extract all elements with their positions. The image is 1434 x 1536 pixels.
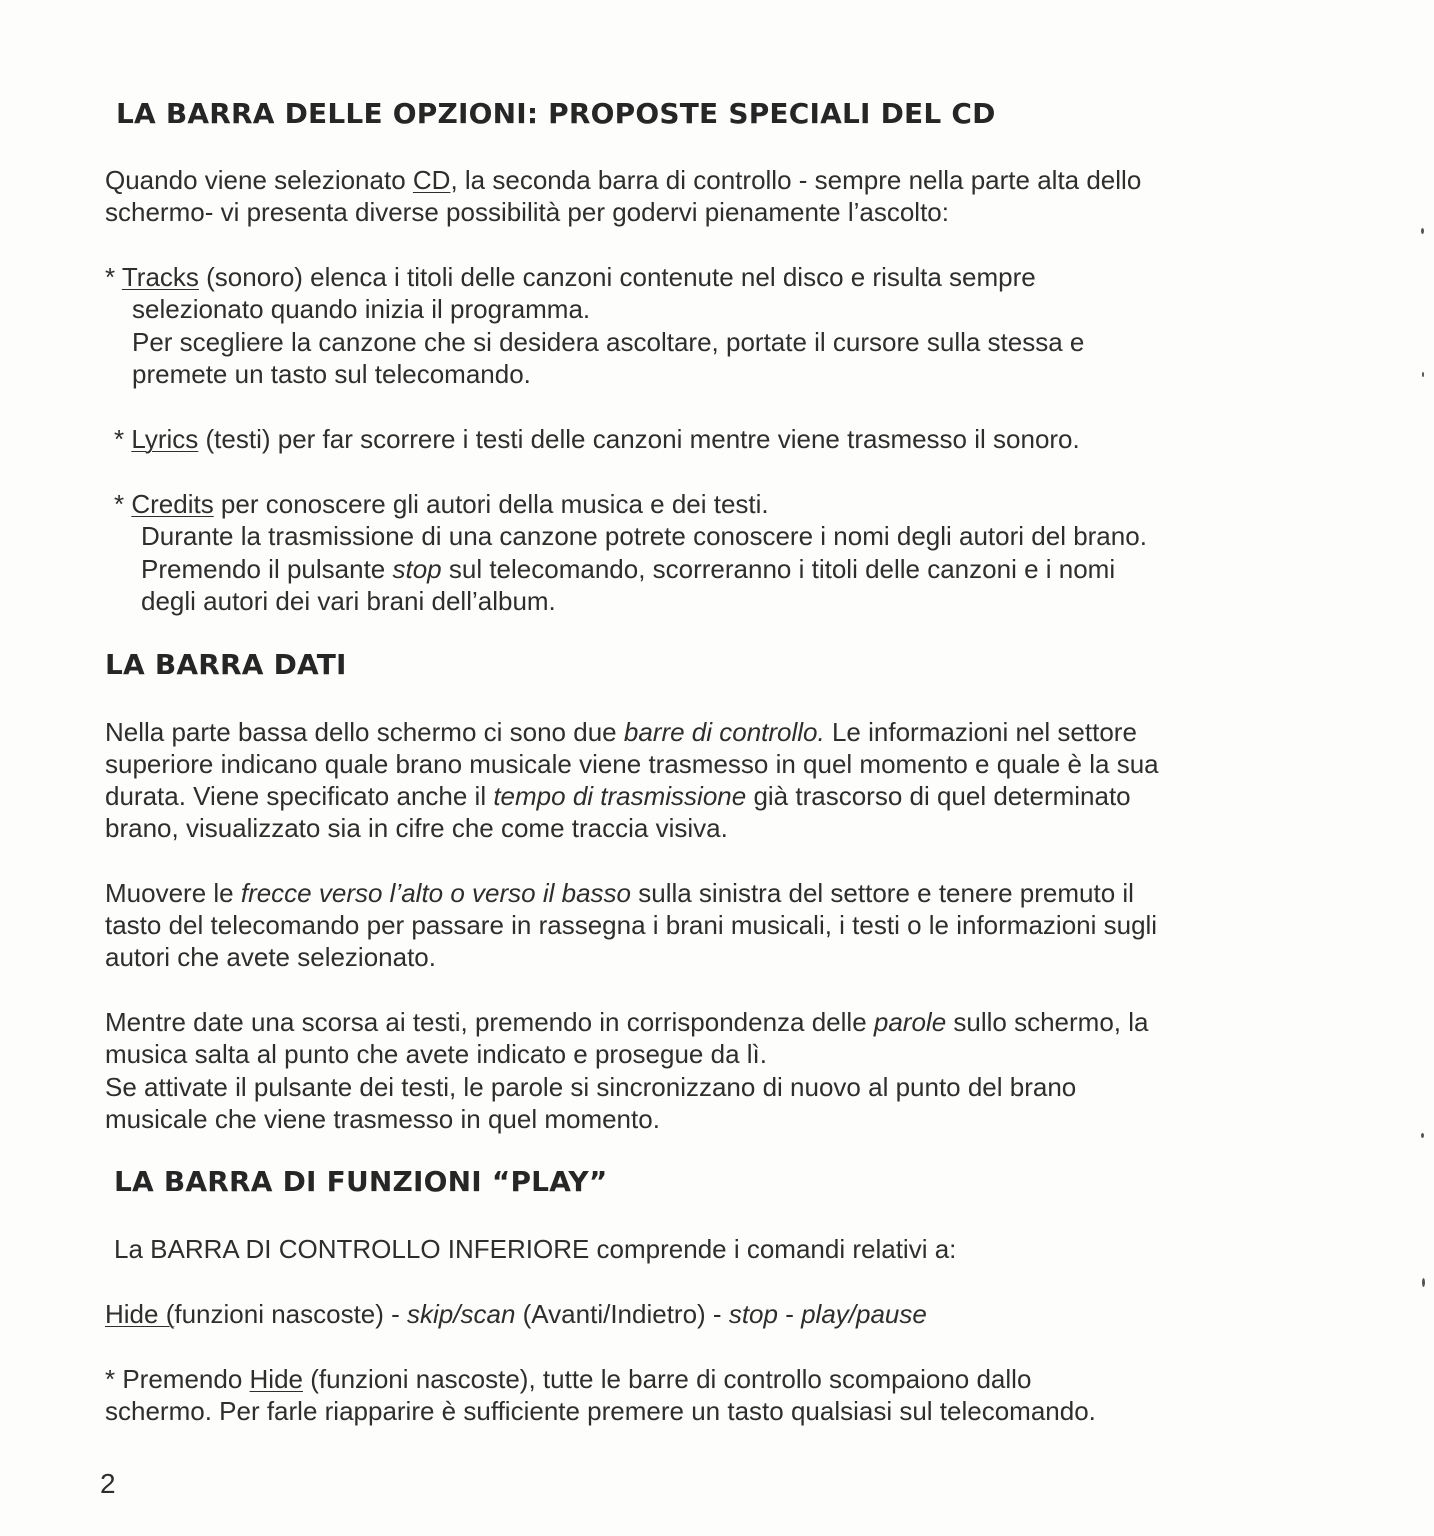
tempo-term: tempo di trasmissione bbox=[493, 781, 747, 811]
heading-play-bar: LA BARRA DI FUNZIONI “PLAY” bbox=[114, 1165, 608, 1198]
data-p3-line-4: musicale che viene trasmesso in quel momento. bbox=[105, 1104, 660, 1134]
data-p3-line-1: Mentre date una scorsa ai testi, premendo in corrispondenza delle parole sullo schermo, la bbox=[105, 1007, 1149, 1037]
data-p2-line-3: autori che avete selezionato. bbox=[105, 942, 436, 972]
cd-link: CD bbox=[412, 165, 451, 195]
tracks-line-1: * Tracks (sonoro) elenca i titoli delle canzoni contenute nel disco e risulta sempre bbox=[105, 262, 1036, 292]
lyrics-label: Lyrics bbox=[131, 424, 199, 454]
scan-speck bbox=[1421, 228, 1424, 234]
cd-intro-line-2: schermo- vi presenta diverse possibilità per godervi pienamente l’ascolto: bbox=[105, 197, 949, 227]
data-p3-line-2: musica salta al punto che avete indicato e prosegue da lì. bbox=[105, 1039, 767, 1069]
play-intro: La BARRA DI CONTROLLO INFERIORE comprende i comandi relativi a: bbox=[114, 1234, 957, 1264]
page-number: 2 bbox=[100, 1468, 116, 1499]
play-pause-term: play/pause bbox=[801, 1299, 927, 1329]
tracks-line-3: Per scegliere la canzone che si desidera ascoltare, portate il cursore sulla stessa e bbox=[132, 327, 1085, 357]
cd-intro-line-1: Quando viene selezionato CD, la seconda barra di controllo - sempre nella parte alta dello bbox=[105, 165, 1142, 195]
tracks-label: Tracks bbox=[121, 262, 199, 292]
barre-term: barre di controllo. bbox=[623, 717, 825, 747]
heading-options-bar: LA BARRA DELLE OPZIONI: PROPOSTE SPECIALI DEL CD bbox=[116, 97, 996, 130]
credits-label: Credits bbox=[131, 489, 214, 519]
lyrics-line-1: * Lyrics (testi) per far scorrere i testi delle canzoni mentre viene trasmesso il sonoro. bbox=[114, 424, 1080, 454]
tracks-line-2: selezionato quando inizia il programma. bbox=[132, 294, 591, 324]
stop-control-term: stop bbox=[728, 1299, 778, 1329]
frecce-term: frecce verso l’alto o verso il basso bbox=[240, 878, 632, 908]
data-p3-line-3: Se attivate il pulsante dei testi, le parole si sincronizzano di nuovo al punto del brano bbox=[105, 1072, 1077, 1102]
data-p2-line-2: tasto del telecomando per passare in rassegna i brani musicali, i testi o le informazioni sugli bbox=[105, 910, 1158, 940]
hide-note-line-1: * Premendo Hide (funzioni nascoste), tutte le barre di controllo scompaiono dallo bbox=[105, 1364, 1032, 1394]
data-p1-line-4: brano, visualizzato sia in cifre che come traccia visiva. bbox=[105, 813, 728, 843]
heading-data-bar: LA BARRA DATI bbox=[105, 648, 347, 681]
skip-scan-term: skip/scan bbox=[407, 1299, 516, 1329]
credits-line-2: Durante la trasmissione di una canzone potrete conoscere i nomi degli autori del brano. bbox=[141, 521, 1147, 551]
stop-term: stop bbox=[392, 554, 442, 584]
play-controls-line: Hide (funzioni nascoste) - skip/scan (Avanti/Indietro) - stop - play/pause bbox=[105, 1299, 927, 1329]
parole-term: parole bbox=[873, 1007, 947, 1037]
data-p1-line-1: Nella parte bassa dello schermo ci sono due barre di controllo. Le informazioni nel settore bbox=[105, 717, 1137, 747]
credits-line-4: degli autori dei vari brani dell’album. bbox=[141, 586, 556, 616]
data-p1-line-3: durata. Viene specificato anche il tempo di trasmissione già trascorso di quel determinato bbox=[105, 781, 1131, 811]
scan-speck bbox=[1421, 1133, 1424, 1138]
scan-speck bbox=[1422, 372, 1424, 377]
data-p1-line-2: superiore indicano quale brano musicale viene trasmesso in quel momento e quale è la sua bbox=[105, 749, 1159, 779]
hide-note-term: Hide bbox=[249, 1364, 304, 1394]
scan-speck bbox=[1422, 1278, 1425, 1287]
tracks-line-4: premete un tasto sul telecomando. bbox=[132, 359, 531, 389]
data-p2-line-1: Muovere le frecce verso l’alto o verso il basso sulla sinistra del settore e tenere premuto il bbox=[105, 878, 1134, 908]
credits-line-3: Premendo il pulsante stop sul telecomando, scorreranno i titoli delle canzoni e i nomi bbox=[141, 554, 1116, 584]
hide-note-line-2: schermo. Per farle riapparire è sufficiente premere un tasto qualsiasi sul telecomando. bbox=[105, 1396, 1096, 1426]
credits-line-1: * Credits per conoscere gli autori della musica e dei testi. bbox=[114, 489, 769, 519]
hide-term: Hide ( bbox=[105, 1299, 175, 1329]
